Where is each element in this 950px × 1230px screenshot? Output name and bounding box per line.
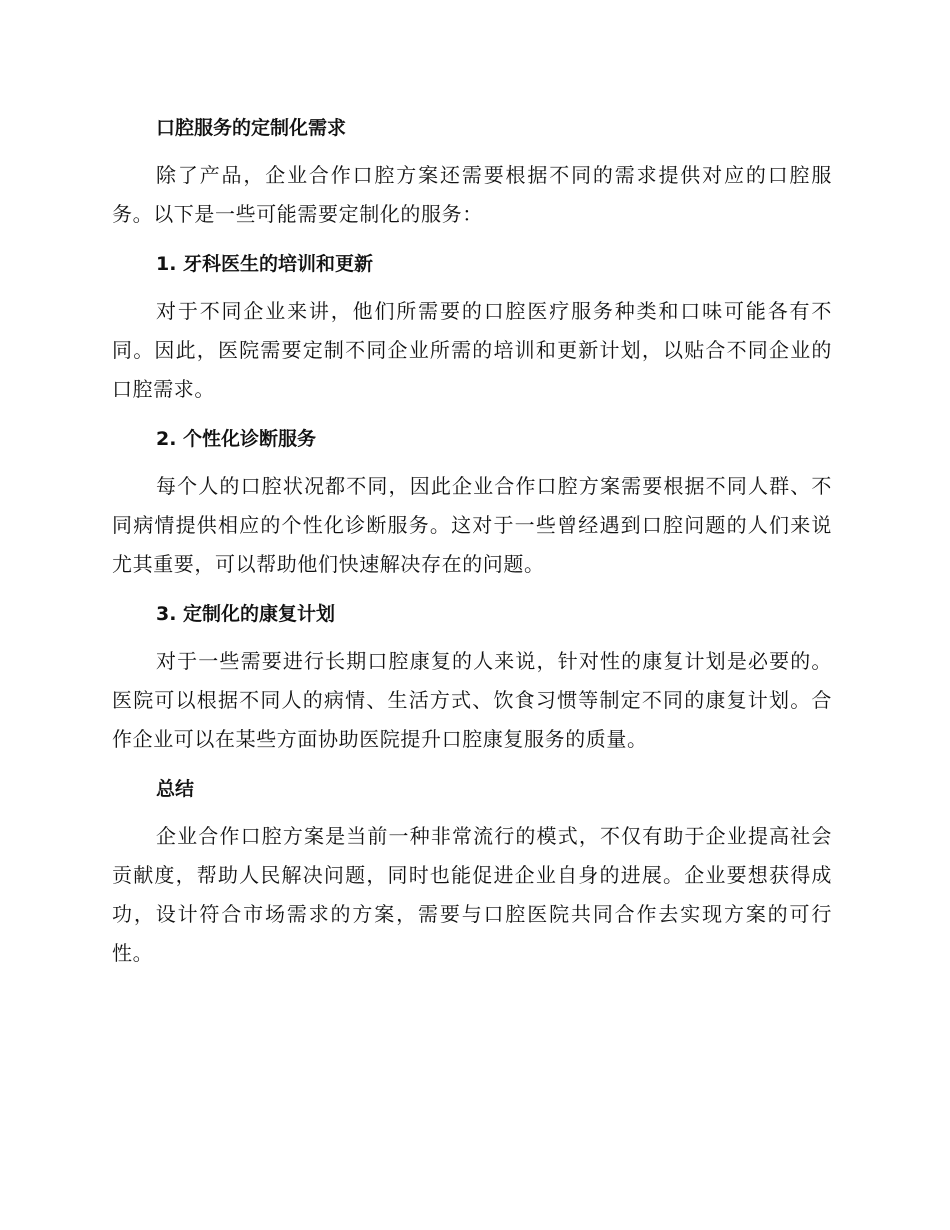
intro-paragraph: 除了产品，企业合作口腔方案还需要根据不同的需求提供对应的口腔服务。以下是一些可能需要定制化的服务： — [112, 163, 832, 226]
item1-paragraph: 对于不同企业来讲，他们所需要的口腔医疗服务种类和口味可能各有不同。因此，医院需要定制不同企业所需的培训和更新计划，以贴合不同企业的口腔需求。 — [112, 299, 832, 401]
summary-paragraph: 企业合作口腔方案是当前一种非常流行的模式，不仅有助于企业提高社会贡献度，帮助人民解决问题，同时也能促进企业自身的进展。企业要想获得成功，设计符合市场需求的方案，需要与口腔医院共同合作去实现方案的可行性。 — [112, 824, 832, 965]
section-title: 口腔服务的定制化需求 — [156, 117, 347, 139]
item1-heading: 1. 牙科医生的培训和更新 — [156, 253, 374, 275]
item3-paragraph: 对于一些需要进行长期口腔康复的人来说，针对性的康复计划是必要的。医院可以根据不同人的病情、生活方式、饮食习惯等制定不同的康复计划。合作企业可以在某些方面协助医院提升口腔康复服务的质量。 — [112, 649, 832, 751]
item2-heading: 2. 个性化诊断服务 — [156, 428, 317, 450]
item2-paragraph: 每个人的口腔状况都不同，因此企业合作口腔方案需要根据不同人群、不同病情提供相应的个性化诊断服务。这对于一些曾经遇到口腔问题的人们来说尤其重要，可以帮助他们快速解决存在的问题。 — [112, 474, 832, 576]
summary-heading: 总结 — [156, 778, 195, 800]
item3-heading: 3. 定制化的康复计划 — [156, 603, 336, 625]
document-body — [112, 108, 832, 983]
